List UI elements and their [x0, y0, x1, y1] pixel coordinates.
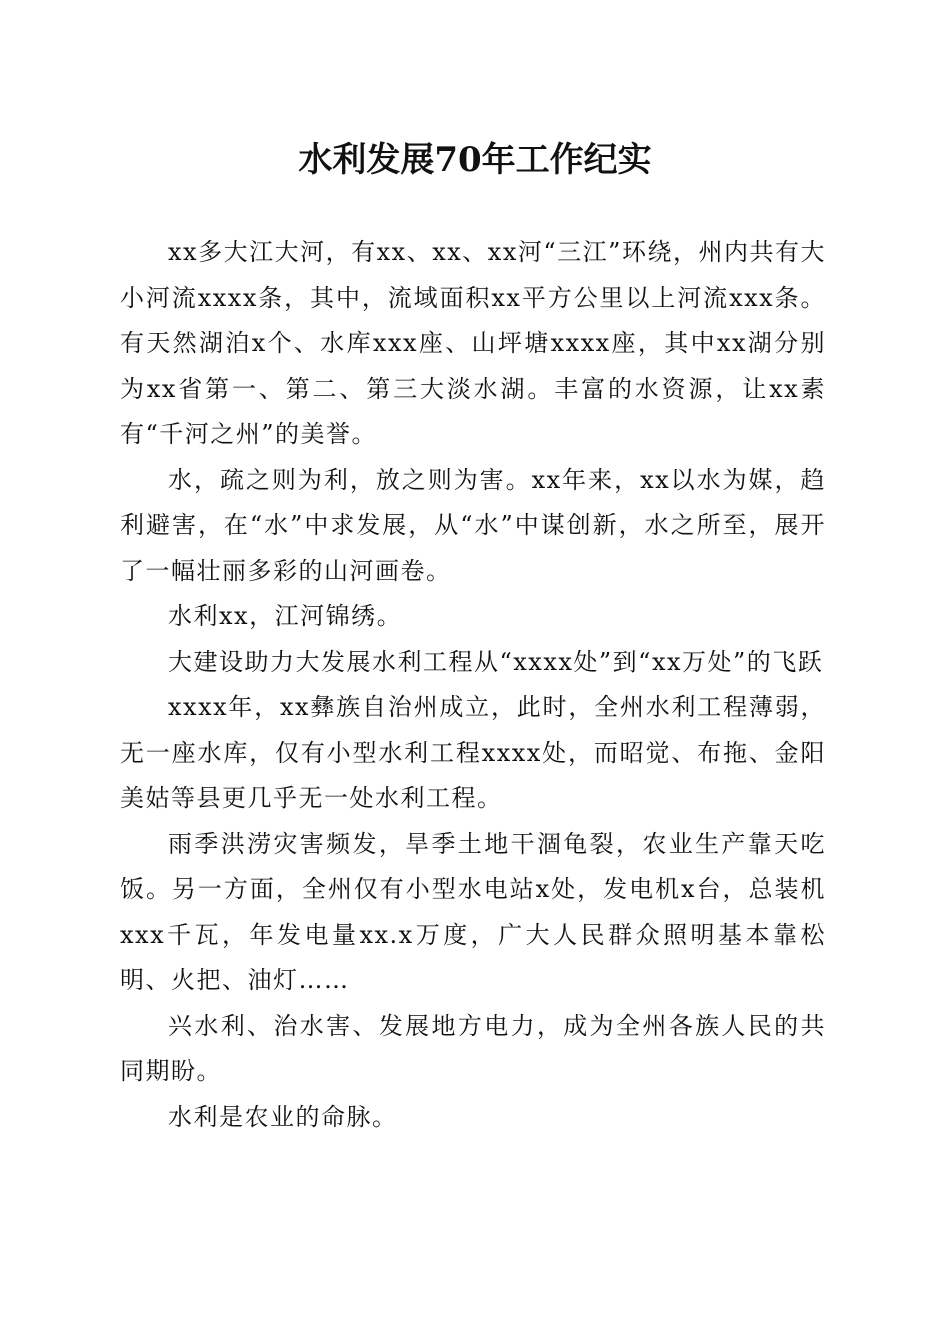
paragraph: 水利xx，江河锦绣。	[168, 602, 403, 630]
paragraph: 水，疏之则为利，放之则为害。xx年来，xx以水为媒，趋利避害，在“水”中求发展，从“水”中谋创新，水之所至，展开了一幅壮丽多彩的山河画卷。	[120, 465, 826, 585]
paragraph: 雨季洪涝灾害频发，旱季土地干涸龟裂，农业生产靠天吃饭。另一方面，全州仅有小型水电站x处，发电机x台，总装机xxx千瓦，年发电量xx.x万度，广大人民群众照明基本靠松明、火把、油灯……	[120, 829, 826, 994]
paragraph: 兴水利、治水害、发展地方电力，成为全州各族人民的共同期盼。	[120, 1011, 826, 1085]
paragraph: xxxx年，xx彝族自治州成立，此时，全州水利工程薄弱，无一座水库，仅有小型水利工程xxxx处，而昭觉、布拖、金阳美姑等县更几乎无一处水利工程。	[120, 693, 826, 812]
document-body	[120, 230, 826, 1140]
paragraph: 大建设助力大发展水利工程从“xxxx处”到“xx万处”的飞跃	[168, 647, 824, 676]
document-title: 水利发展70年工作纪实	[298, 140, 652, 180]
paragraph: 水利是农业的命脉。	[168, 1102, 398, 1131]
paragraph: xx多大江大河，有xx、xx、xx河“三江”环绕，州内共有大小河流xxxx条，其中，流域面积xx平方公里以上河流xxx条。有天然湖泊x个、水库xxx座、山坪塘xxxx座，其中xx湖分别为xx省第一、第二、第三大淡水湖。丰富的水资源，让xx素有“千河之州”的美誉。	[120, 238, 826, 448]
